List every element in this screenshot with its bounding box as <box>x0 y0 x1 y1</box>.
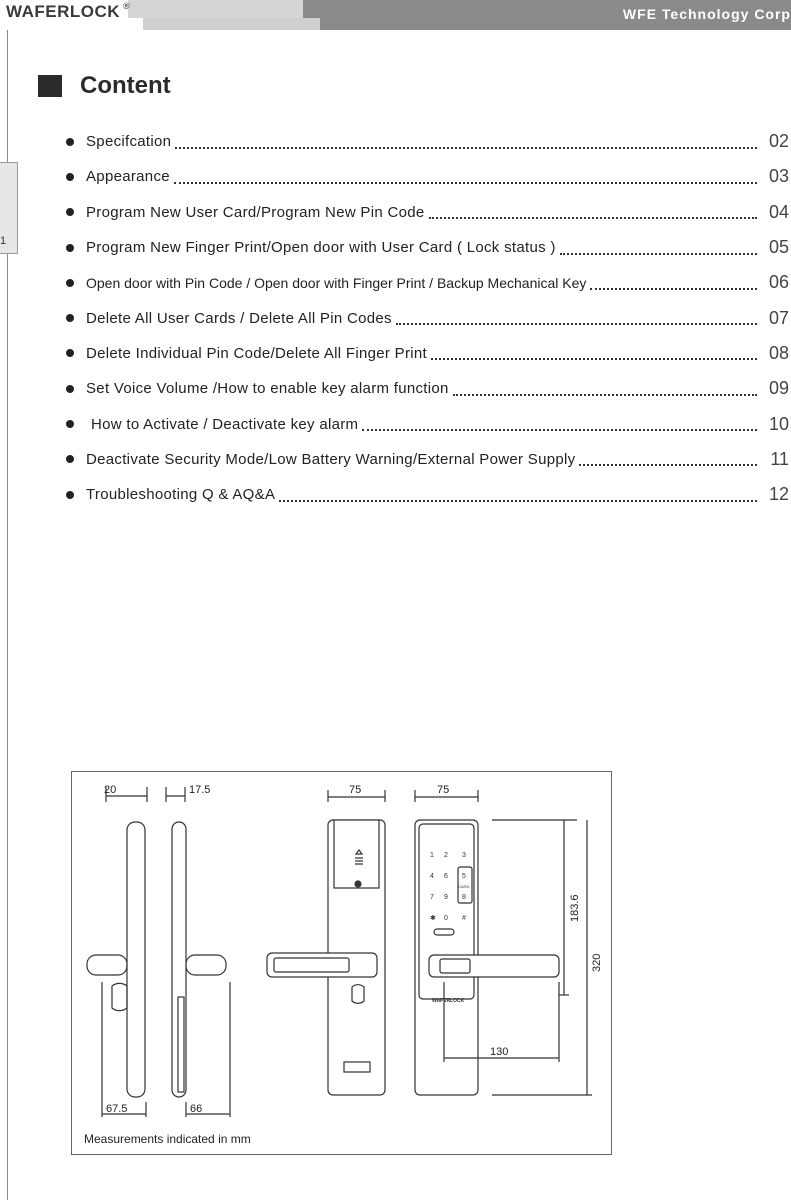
leader-dots <box>431 358 757 360</box>
leader-dots <box>175 147 757 149</box>
header-light-band-lower <box>143 18 320 30</box>
toc-item-page: 02 <box>768 131 789 152</box>
side-handle-left <box>87 955 127 975</box>
figure-caption: Measurements indicated in mm <box>84 1132 251 1146</box>
toc-item-label: Appearance <box>86 168 170 186</box>
dim-label: 320 <box>591 953 603 972</box>
toc-item-page: 04 <box>768 201 789 222</box>
page-header <box>0 0 791 30</box>
bullet-icon <box>66 385 74 393</box>
toc-item[interactable] <box>66 300 791 335</box>
toc-item-label: Troubleshooting Q & AQ&A <box>86 486 276 504</box>
dim-label: 66 <box>190 1103 203 1115</box>
toc-item-label: Delete All User Cards / Delete All Pin Codes <box>86 309 392 327</box>
toc-item-page: 06 <box>768 272 789 293</box>
side-view <box>87 787 230 1117</box>
toc-item-page: 09 <box>768 378 789 399</box>
lock-brand: WAFERLOCK <box>432 998 465 1004</box>
bullet-icon <box>66 244 74 252</box>
leader-dots <box>174 182 757 184</box>
table-of-contents <box>66 124 791 512</box>
bullet-icon <box>66 314 74 322</box>
key-0: 0 <box>444 915 448 922</box>
key-hash: # <box>462 915 466 922</box>
side-plate-inner <box>127 822 145 1097</box>
toc-item-label: Program New Finger Print/Open door with User Card ( Lock status ) <box>86 239 556 257</box>
lock-dimension-drawing <box>71 771 612 1155</box>
dim-label: 183.6 <box>569 894 581 922</box>
leader-dots <box>590 288 757 290</box>
side-page-number: 1 <box>0 235 7 247</box>
toc-item-page: 08 <box>768 342 789 363</box>
dim-label: 17.5 <box>189 784 211 796</box>
back-handle <box>267 953 377 977</box>
leader-dots <box>362 429 757 431</box>
key-star: ✱ <box>430 915 436 922</box>
toc-item-page: 03 <box>768 166 789 187</box>
card-label: CARD <box>458 884 470 889</box>
toc-item[interactable] <box>66 195 791 230</box>
section-title: Content <box>80 72 171 99</box>
toc-item-label: Set Voice Volume /How to enable key alarm function <box>86 380 449 398</box>
header-light-band <box>128 0 303 18</box>
company-name: WFE Technology Corp <box>622 6 791 22</box>
toc-item-page: 12 <box>768 484 789 505</box>
toc-item-label: How to Activate / Deactivate key alarm <box>91 415 359 433</box>
side-handle-right <box>186 955 226 975</box>
toc-item[interactable] <box>66 406 791 441</box>
toc-item[interactable] <box>66 124 791 159</box>
key-9: 9 <box>444 894 448 901</box>
bullet-icon <box>66 349 74 357</box>
registered-mark: ® <box>123 1 131 11</box>
dim-label: 130 <box>490 1046 509 1058</box>
thumb-turn <box>112 983 127 1010</box>
dim-label: 20 <box>104 784 117 796</box>
toc-item-label: Program New User Card/Program New Pin Code <box>86 203 425 221</box>
toc-item-label: Open door with Pin Code / Open door with Finger Print / Backup Mechanical Key <box>86 274 587 291</box>
key-3: 3 <box>462 852 466 859</box>
leader-dots <box>560 253 757 255</box>
toc-item-page: 10 <box>768 413 789 434</box>
dim-label: 75 <box>349 784 362 796</box>
toc-item[interactable] <box>66 159 791 194</box>
leader-dots <box>396 323 757 325</box>
leader-dots <box>579 464 757 466</box>
toc-item-page: 07 <box>768 307 789 328</box>
dim-label: 67.5 <box>106 1103 128 1115</box>
toc-item-page: 05 <box>768 237 789 258</box>
leader-dots <box>279 500 757 502</box>
brand-logo: WAFERLOCK ® <box>6 1 131 21</box>
toc-item[interactable] <box>66 371 791 406</box>
bullet-icon <box>66 279 74 287</box>
toc-item[interactable] <box>66 265 791 300</box>
toc-item-label: Delete Individual Pin Code/Delete All Finger Print <box>86 344 428 362</box>
leader-dots <box>453 394 757 396</box>
bullet-icon <box>66 420 74 428</box>
bullet-icon <box>66 138 74 146</box>
back-view <box>267 790 385 1095</box>
dim-label: 75 <box>437 784 450 796</box>
front-handle <box>429 955 559 977</box>
key-7: 7 <box>430 894 434 901</box>
key-1: 1 <box>430 852 434 859</box>
key-5: 5 <box>462 873 466 880</box>
lock-drawing-svg <box>72 772 613 1156</box>
bullet-icon <box>66 173 74 181</box>
toc-item-label: Deactivate Security Mode/Low Battery Warning/External Power Supply <box>86 450 576 468</box>
indicator-dot <box>355 881 361 887</box>
key-4: 4 <box>430 873 434 880</box>
key-2: 2 <box>444 852 448 859</box>
toc-item[interactable] <box>66 477 791 512</box>
bullet-icon <box>66 208 74 216</box>
key-6: 6 <box>444 873 448 880</box>
bullet-icon <box>66 455 74 463</box>
toc-item[interactable] <box>66 230 791 265</box>
toc-item[interactable] <box>66 336 791 371</box>
leader-dots <box>429 217 757 219</box>
title-square-icon <box>38 75 62 97</box>
key-8: 8 <box>462 894 466 901</box>
toc-item[interactable] <box>66 442 791 477</box>
bullet-icon <box>66 491 74 499</box>
toc-item-page: 11 <box>770 448 789 469</box>
toc-item-label: Specifcation <box>86 133 172 151</box>
